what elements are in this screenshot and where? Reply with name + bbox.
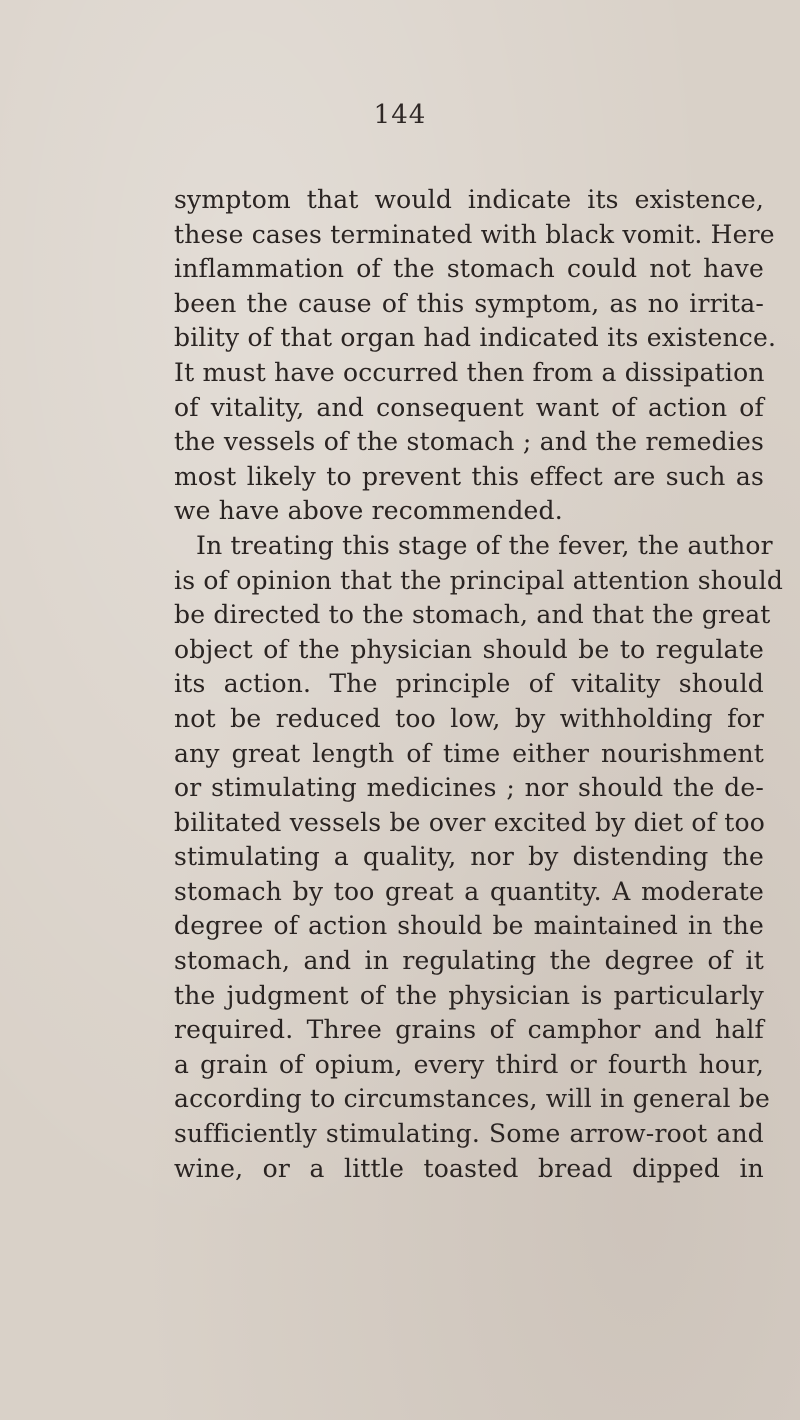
text-line: not be reduced too low, by withholding for — [174, 703, 764, 733]
text-line: its action. The principle of vitality should — [174, 669, 764, 699]
text-line: the vessels of the stomach ; and the remedies — [174, 427, 764, 457]
text-line: is of opinion that the principal attention should — [174, 565, 784, 595]
text-line: any great length of time either nourishment — [174, 738, 764, 768]
text-line: symptom that would indicate its existence, — [174, 185, 764, 214]
text-line: bility of that organ had indicated its existence. — [174, 323, 777, 353]
paragraph-end-line: we have above recommended. — [174, 496, 563, 526]
text-line: degree of action should be maintained in the — [174, 911, 764, 941]
text-line: of vitality, and consequent want of action of — [174, 392, 764, 422]
text-line: the judgment of the physician is particularly — [174, 980, 764, 1010]
body-text — [174, 183, 784, 1186]
text-line: wine, or a little toasted bread dipped in — [174, 1153, 764, 1183]
text-line: It must have occurred then from a dissipation — [174, 357, 765, 387]
text-line: inflammation of the stomach could not have — [174, 254, 764, 284]
text-line: according to circumstances, will in general be — [174, 1084, 771, 1114]
page-number: 144 — [373, 100, 427, 130]
text-line: sufficiently stimulating. Some arrow-root and — [174, 1119, 764, 1149]
paragraph-start-line: In treating this stage of the fever, the author — [196, 530, 773, 560]
text-line: required. Three grains of camphor and half — [174, 1015, 764, 1045]
text-line: stomach, and in regulating the degree of it — [174, 946, 764, 976]
text-line: bilitated vessels be over excited by diet of too — [174, 807, 766, 837]
text-line: be directed to the stomach, and that the great — [174, 600, 771, 630]
text-line: stomach by too great a quantity. A moderate — [174, 876, 764, 906]
text-line: most likely to prevent this effect are such as — [174, 461, 764, 491]
text-line: or stimulating medicines ; nor should the de- — [174, 773, 764, 803]
text-line: these cases terminated with black vomit. Here — [174, 219, 775, 249]
text-line: stimulating a quality, nor by distending the — [174, 842, 764, 872]
text-line: object of the physician should be to regulate — [174, 634, 764, 664]
text-line: a grain of opium, every third or fourth hour, — [174, 1049, 764, 1079]
text-line: been the cause of this symptom, as no irrita- — [174, 288, 764, 318]
